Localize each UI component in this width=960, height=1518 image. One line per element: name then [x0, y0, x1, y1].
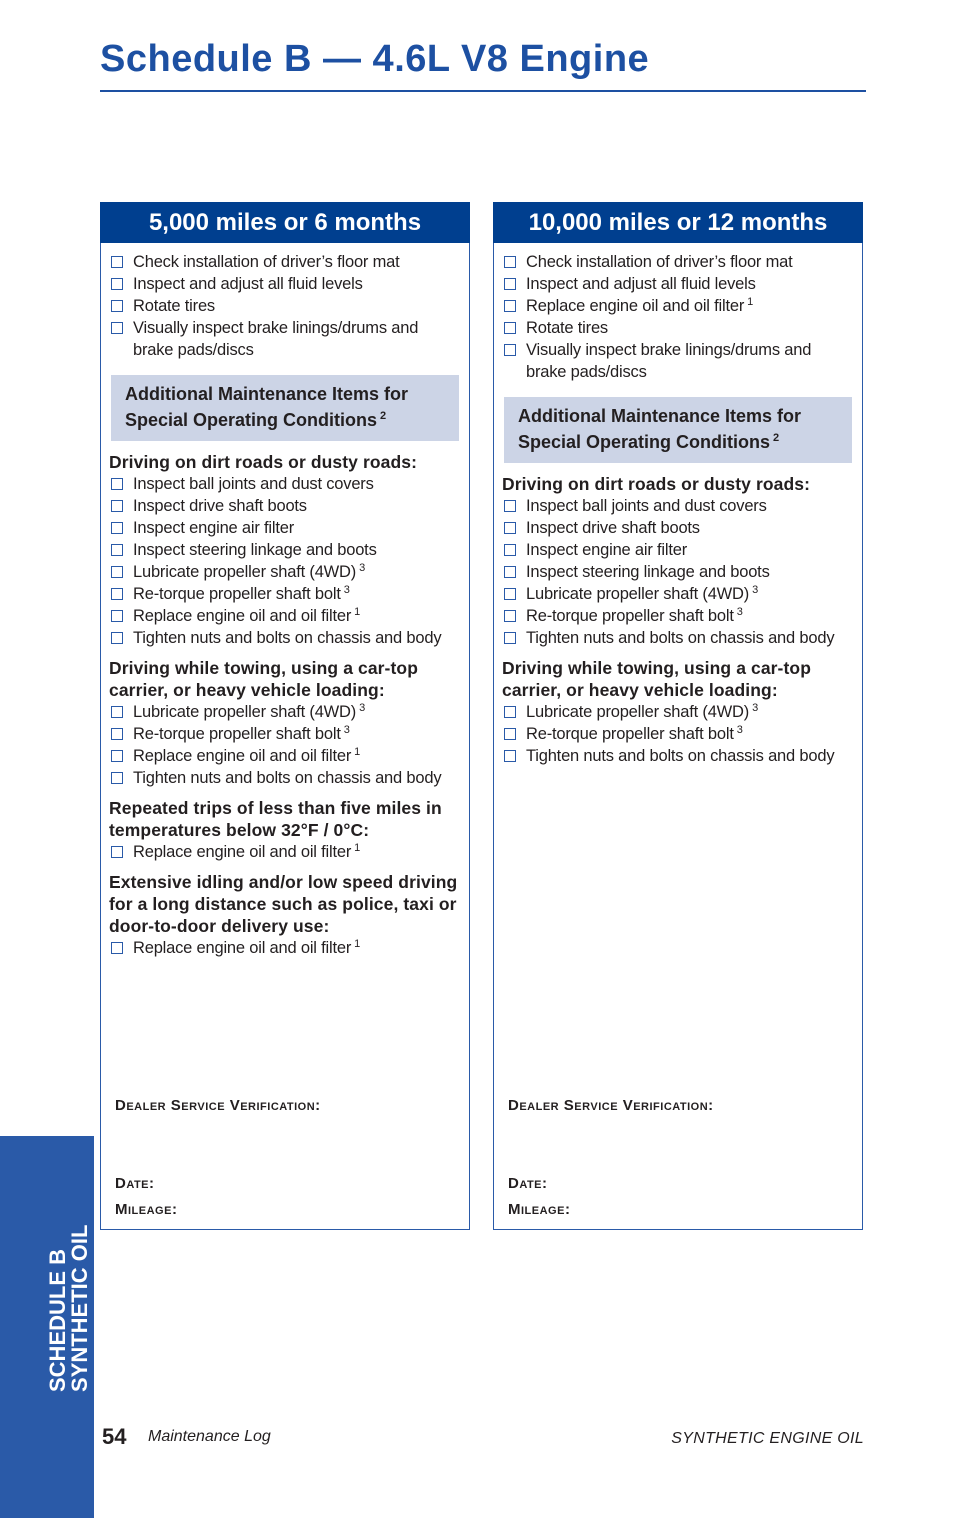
item-label: Re-torque propeller shaft bolt	[133, 725, 341, 743]
checkbox[interactable]	[504, 322, 516, 334]
footer-section-title: SYNTHETIC ENGINE OIL	[671, 1430, 864, 1447]
checklist-item[interactable]	[502, 339, 854, 383]
item-label: Tighten nuts and bolts on chassis and body	[526, 747, 835, 765]
section-heading: Repeated trips of less than five miles in temperatures below 32°F / 0°C:	[109, 798, 442, 840]
item-label: Re-torque propeller shaft bolt	[133, 585, 341, 603]
checklist-item[interactable]	[502, 583, 854, 605]
checklist-item[interactable]	[109, 723, 461, 745]
checklist-item[interactable]	[109, 473, 461, 495]
footnote-ref: 1	[354, 842, 361, 854]
checklist-item[interactable]	[502, 317, 854, 339]
item-label: Inspect and adjust all fluid levels	[526, 275, 756, 293]
additional-items-banner	[111, 375, 459, 441]
checkbox[interactable]	[504, 278, 516, 290]
checklist-item[interactable]	[109, 745, 461, 767]
section-tab-line2: SYNTHETIC OIL	[67, 1224, 92, 1392]
checklist-item[interactable]	[109, 627, 461, 649]
item-label: Rotate tires	[526, 319, 608, 337]
checklist-item[interactable]	[109, 295, 461, 317]
checkbox[interactable]	[111, 728, 123, 740]
footnote-ref: 3	[359, 702, 365, 714]
checklist-item[interactable]	[502, 723, 854, 745]
section-heading: Driving while towing, using a car-top carrier, or heavy vehicle loading:	[502, 658, 811, 700]
additional-items-banner	[504, 397, 852, 463]
item-label: Inspect and adjust all fluid levels	[133, 275, 363, 293]
column-header: 5,000 miles or 6 months	[100, 202, 470, 243]
item-label: Inspect ball joints and dust covers	[526, 497, 767, 515]
item-label: Replace engine oil and oil filter	[133, 843, 352, 861]
item-label: Inspect ball joints and dust covers	[133, 475, 374, 493]
checkbox[interactable]	[504, 706, 516, 718]
checkbox[interactable]	[504, 344, 516, 356]
additional-line2: Special Operating Conditions	[125, 410, 378, 430]
footnote-ref: 1	[354, 746, 361, 758]
footnote-ref: 3	[359, 562, 365, 574]
checkbox[interactable]	[504, 566, 516, 578]
checklist-item[interactable]	[109, 539, 461, 561]
checklist-item[interactable]	[109, 841, 461, 863]
page-title: Schedule B — 4.6L V8 Engine	[100, 38, 650, 80]
item-label: Lubricate propeller shaft (4WD)	[133, 563, 357, 581]
item-label: Replace engine oil and oil filter	[133, 607, 352, 625]
item-label: Replace engine oil and oil filter	[133, 747, 352, 765]
date-label: Date:	[508, 1175, 548, 1192]
column-5000-miles	[100, 202, 470, 1230]
section-heading: Driving on dirt roads or dusty roads:	[502, 474, 811, 494]
footnote-ref: 1	[747, 296, 754, 308]
footnote-ref: 3	[736, 606, 743, 618]
item-label: Re-torque propeller shaft bolt	[526, 725, 734, 743]
section-heading: Extensive idling and/or low speed driving for a long distance such as police, taxi or door-to-door delivery use:	[109, 872, 458, 936]
checkbox[interactable]	[111, 846, 123, 858]
dealer-verification-label: Dealer Service Verification:	[508, 1097, 714, 1114]
item-label: Re-torque propeller shaft bolt	[526, 607, 734, 625]
checkbox[interactable]	[111, 942, 123, 954]
checklist-item[interactable]	[109, 605, 461, 627]
checkbox[interactable]	[504, 588, 516, 600]
item-label: Check installation of driver’s floor mat	[133, 253, 400, 271]
item-label: Visually inspect brake linings/drums and brake pads/discs	[526, 341, 812, 381]
additional-line1: Additional Maintenance Items for	[125, 384, 409, 404]
footnote-ref: 3	[752, 584, 758, 596]
checkbox[interactable]	[504, 544, 516, 556]
checklist-item[interactable]	[502, 701, 854, 723]
section-tab-line1: SCHEDULE B	[45, 1248, 70, 1392]
checklist-item[interactable]	[109, 517, 461, 539]
column-body	[109, 251, 461, 959]
column-10000-miles	[493, 202, 863, 1230]
item-label: Lubricate propeller shaft (4WD)	[526, 585, 750, 603]
item-label: Replace engine oil and oil filter	[526, 297, 745, 315]
checklist-item[interactable]	[502, 495, 854, 517]
footnote-ref: 1	[354, 938, 361, 950]
checkbox[interactable]	[111, 544, 123, 556]
item-label: Visually inspect brake linings/drums and brake pads/discs	[133, 319, 419, 359]
checkbox[interactable]	[504, 256, 516, 268]
section-heading: Driving on dirt roads or dusty roads:	[109, 452, 418, 472]
checkbox[interactable]	[111, 256, 123, 268]
footnote-ref: 2	[380, 410, 387, 422]
checkbox[interactable]	[111, 566, 123, 578]
item-label: Lubricate propeller shaft (4WD)	[133, 703, 357, 721]
checklist-item[interactable]	[109, 495, 461, 517]
checkbox[interactable]	[504, 300, 516, 312]
additional-line1: Additional Maintenance Items for	[518, 406, 802, 426]
footnote-ref: 3	[736, 724, 743, 736]
checklist-item[interactable]	[502, 745, 854, 767]
checkbox[interactable]	[504, 610, 516, 622]
date-label: Date:	[115, 1175, 155, 1192]
item-label: Inspect drive shaft boots	[526, 519, 700, 537]
item-label: Inspect engine air filter	[526, 541, 688, 559]
checklist-item[interactable]	[502, 627, 854, 649]
footnote-ref: 2	[773, 432, 780, 444]
checkbox[interactable]	[504, 728, 516, 740]
item-label: Inspect drive shaft boots	[133, 497, 307, 515]
checklist-item[interactable]	[109, 561, 461, 583]
page-number: 54	[102, 1424, 127, 1449]
item-label: Tighten nuts and bolts on chassis and body	[526, 629, 835, 647]
checkbox[interactable]	[111, 478, 123, 490]
checkbox[interactable]	[111, 632, 123, 644]
item-label: Lubricate propeller shaft (4WD)	[526, 703, 750, 721]
checklist-item[interactable]	[109, 583, 461, 605]
footnote-ref: 1	[354, 606, 361, 618]
item-label: Inspect engine air filter	[133, 519, 295, 537]
item-label: Check installation of driver’s floor mat	[526, 253, 793, 271]
checkbox[interactable]	[111, 610, 123, 622]
item-label: Tighten nuts and bolts on chassis and body	[133, 769, 442, 787]
checkbox[interactable]	[111, 772, 123, 784]
item-label: Inspect steering linkage and boots	[133, 541, 377, 559]
footnote-ref: 3	[343, 584, 350, 596]
checklist-item[interactable]	[109, 701, 461, 723]
section-tab-label	[47, 1225, 91, 1392]
checkbox[interactable]	[111, 322, 123, 334]
checkbox[interactable]	[504, 750, 516, 762]
checklist-item[interactable]	[502, 295, 854, 317]
checklist-item[interactable]	[109, 251, 461, 273]
checklist-item[interactable]	[502, 517, 854, 539]
checkbox[interactable]	[111, 300, 123, 312]
checkbox[interactable]	[504, 632, 516, 644]
footnote-ref: 3	[343, 724, 350, 736]
footer-book-title: Maintenance Log	[148, 1428, 271, 1445]
checkbox[interactable]	[111, 706, 123, 718]
checkbox[interactable]	[111, 522, 123, 534]
checklist-item[interactable]	[502, 273, 854, 295]
checklist-item[interactable]	[109, 273, 461, 295]
item-label: Inspect steering linkage and boots	[526, 563, 770, 581]
dealer-verification-label: Dealer Service Verification:	[115, 1097, 321, 1114]
item-label: Rotate tires	[133, 297, 215, 315]
column-header: 10,000 miles or 12 months	[493, 202, 863, 243]
checklist-item[interactable]	[502, 561, 854, 583]
checklist-item[interactable]	[502, 251, 854, 273]
checklist-item[interactable]	[109, 937, 461, 959]
checkbox[interactable]	[111, 278, 123, 290]
checkbox[interactable]	[111, 588, 123, 600]
title-divider	[100, 90, 866, 92]
footnote-ref: 3	[752, 702, 758, 714]
mileage-label: Mileage:	[508, 1201, 571, 1218]
checklist-item[interactable]	[109, 317, 461, 361]
checkbox[interactable]	[504, 522, 516, 534]
checkbox[interactable]	[504, 500, 516, 512]
item-label: Tighten nuts and bolts on chassis and body	[133, 629, 442, 647]
checkbox[interactable]	[111, 500, 123, 512]
mileage-label: Mileage:	[115, 1201, 178, 1218]
checkbox[interactable]	[111, 750, 123, 762]
checklist-item[interactable]	[109, 767, 461, 789]
column-body	[502, 251, 854, 767]
section-heading: Driving while towing, using a car-top carrier, or heavy vehicle loading:	[109, 658, 418, 700]
additional-line2: Special Operating Conditions	[518, 432, 771, 452]
checklist-item[interactable]	[502, 605, 854, 627]
checklist-item[interactable]	[502, 539, 854, 561]
item-label: Replace engine oil and oil filter	[133, 939, 352, 957]
